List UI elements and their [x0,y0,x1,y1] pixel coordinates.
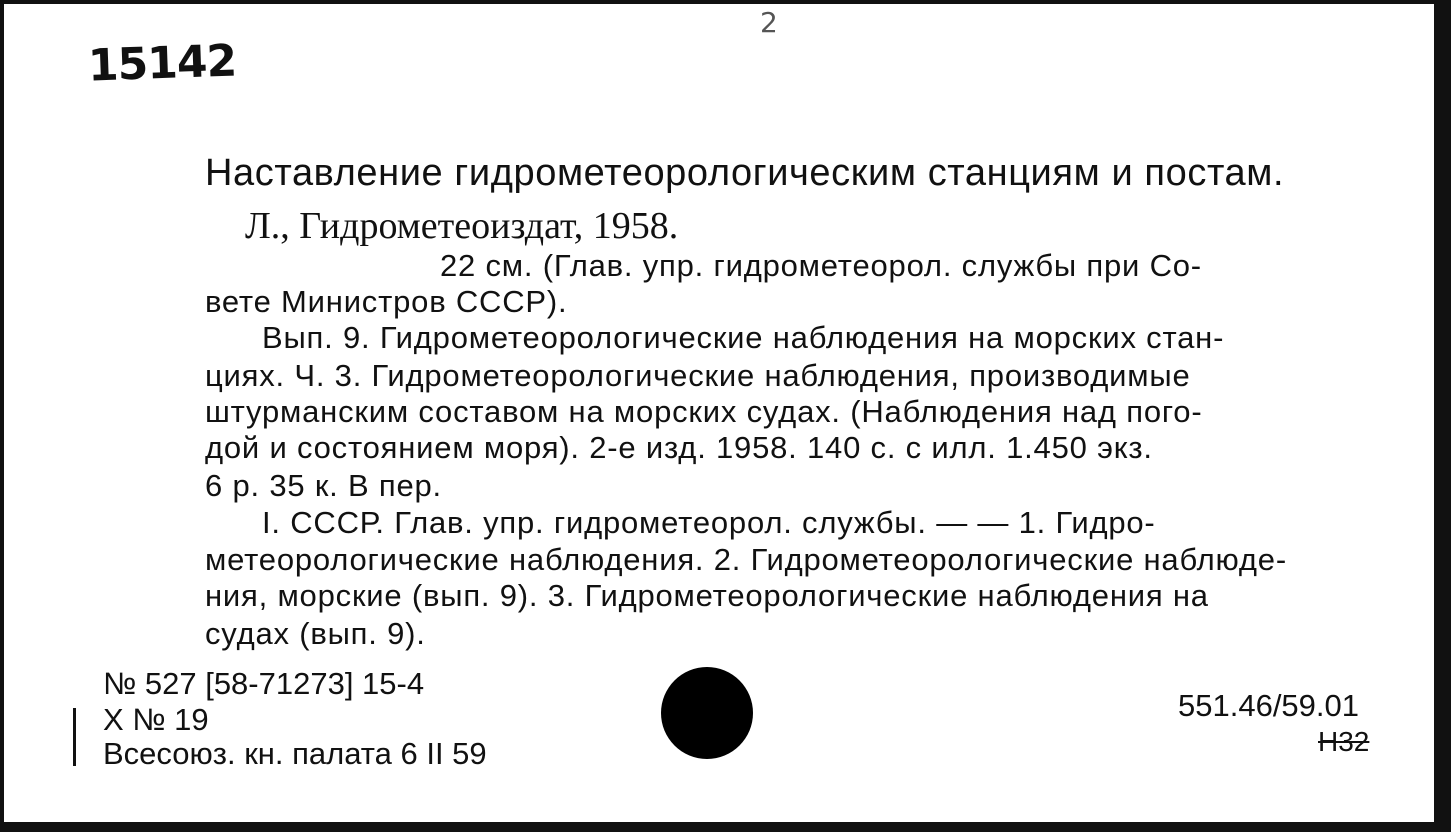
card-border-right [1434,0,1451,832]
tracing-line: ния, морские (вып. 9). 3. Гидрометеорологические наблюдения на [205,578,1209,613]
issue-line: дой и состоянием моря). 2-е изд. 1958. 140 с. с илл. 1.450 экз. [205,430,1153,465]
issue-line: штурманским составом на морских судах. (Наблюдения над пого- [205,394,1203,429]
punch-hole [661,667,753,759]
description-line: 22 см. (Глав. упр. гидрометеорол. службы при Со- [440,248,1202,283]
card-border-top [0,0,1451,4]
card-border-bottom [0,822,1451,832]
inventory-number: 15142 [87,35,237,92]
issue-line: циях. Ч. 3. Гидрометеорологические наблюдения, производимые [205,358,1191,393]
chamber-line: Всесоюз. кн. палата 6 II 59 [103,736,487,771]
issue-line: 6 р. 35 к. В пер. [205,468,442,503]
shelf-mark: Н32 [1318,726,1370,757]
card-number-line: № 527 [58-71273] 15-4 [103,666,425,701]
card-series-line: X № 19 [103,702,209,737]
tracing-line: I. СССР. Глав. упр. гидрометеорол. службы. — — 1. Гидро- [262,505,1156,540]
card-border-left [0,0,4,832]
margin-mark [73,708,76,766]
card-imprint: Л., Гидрометеоиздат, 1958. [245,205,679,247]
tracing-line: судах (вып. 9). [205,616,426,651]
corner-mark: 2 [760,6,778,39]
description-line: вете Министров СССР). [205,284,568,319]
card-title: Наставление гидрометеорологическим станциям и постам. [205,152,1285,194]
issue-line: Вып. 9. Гидрометеорологические наблюдения на морских стан- [262,320,1225,355]
tracing-line: метеорологические наблюдения. 2. Гидрометеорологические наблюде- [205,542,1287,577]
udc-code: 551.46/59.01 [1178,688,1360,723]
